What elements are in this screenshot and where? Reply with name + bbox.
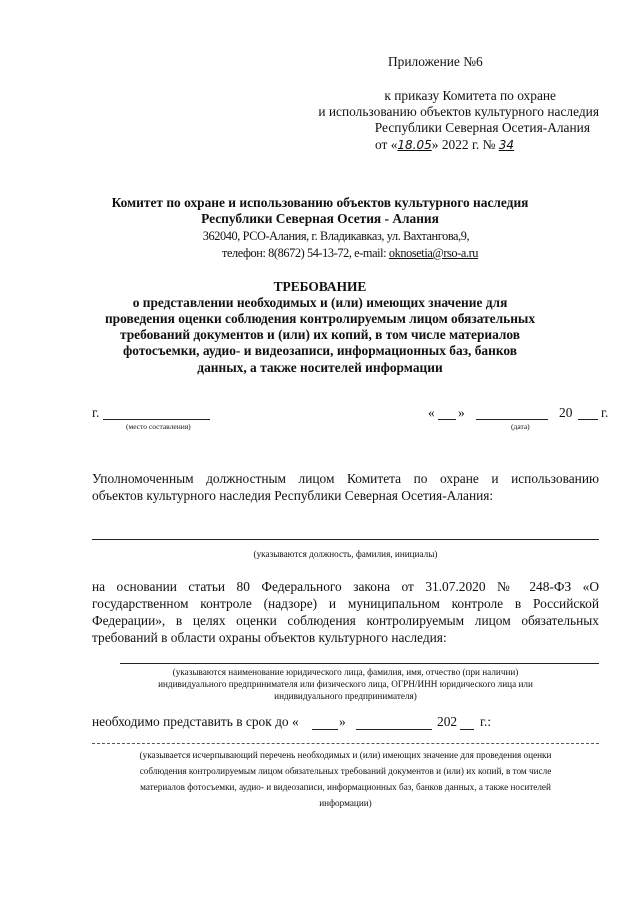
place-field-line[interactable] (103, 419, 210, 420)
document-title: ТРЕБОВАНИЕ (273, 279, 367, 294)
annex-order-line-3: Республики Северная Осетия-Алания (374, 120, 590, 135)
date-year-prefix: 20 (559, 405, 573, 420)
annex-date-handwritten: 18.05 (397, 138, 432, 152)
entity-caption-line-2: индивидуального предпринимателя или физического лица, ОГРН/ИНН юридического лица или (158, 679, 533, 689)
annex-order-number-handwritten: 34 (498, 138, 515, 152)
date-day-field-line[interactable] (438, 419, 456, 420)
annex-date-prefix: от « (375, 137, 398, 152)
annex-date-mid: » 2022 г. № (431, 137, 496, 152)
committee-email-link[interactable]: oknosetia@rso-a.ru (388, 246, 479, 260)
date-open-quote: « (428, 405, 435, 420)
basis-paragraph-line-2: государственном контроле (надзоре) и муниципальном контроле в Российской (92, 596, 599, 611)
deadline-close-quote: » (339, 714, 346, 729)
heading-line-4: фотосъемки, аудио- и видеозаписи, информационных баз, банков (123, 343, 517, 358)
documents-caption-line-3: материалов фотосъемки, аудио- и видеозаписи, информационных баз, банков данных, а также носителей (140, 782, 551, 792)
deadline-month-field-line[interactable] (356, 729, 432, 730)
annex-order-date (375, 137, 519, 154)
entity-field-line[interactable] (120, 663, 599, 664)
date-caption: (дата) (511, 422, 530, 431)
committee-name-line-2: Республики Северная Осетия - Алания (201, 211, 439, 226)
heading-line-3: требований документов и (или) их копий, в том числе материалов (119, 327, 521, 342)
committee-address: 362040, РСО-Алания, г. Владикавказ, ул. Вахтангова,9, (202, 229, 470, 243)
entity-caption-line-1: (указываются наименование юридического лица, фамилия, имя, отчество (при наличии) (172, 667, 519, 677)
committee-phone: телефон: 8(8672) 54-13-72, e-mail: (221, 246, 389, 260)
official-paragraph-line-2: объектов культурного наследия Республики Северная Осетия-Алания: (92, 488, 494, 503)
documents-caption-line-1: (указывается исчерпывающий перечень необходимых и (или) имеющих значение для проведения оценки (139, 750, 552, 760)
entity-caption-line-3: индивидуального предпринимателя) (274, 691, 417, 701)
date-year-field-line[interactable] (578, 419, 598, 420)
place-caption: (место составления) (126, 422, 191, 431)
deadline-year-field-line[interactable] (460, 729, 474, 730)
date-year-suffix: г. (601, 405, 609, 420)
deadline-day-field-line[interactable] (312, 729, 338, 730)
date-month-field-line[interactable] (476, 419, 548, 420)
annex-order-line-2: и использованию объектов культурного наследия (318, 104, 599, 119)
deadline-suffix: г.: (480, 714, 492, 729)
official-field-line[interactable] (92, 539, 599, 540)
documents-caption-line-4: информации) (319, 798, 372, 808)
annex-order-line-1: к приказу Комитета по охране (384, 88, 556, 103)
basis-paragraph-line-4: требований в области охраны объектов культурного наследия: (92, 630, 447, 645)
documents-field-line[interactable] (92, 743, 599, 744)
official-paragraph-line-1: Уполномоченным должностным лицом Комитета по охране и использованию (92, 471, 599, 486)
heading-line-5: данных, а также носителей информации (197, 360, 443, 375)
deadline-prefix: необходимо представить в срок до « (92, 714, 299, 729)
date-close-quote: » (458, 405, 465, 420)
deadline-year-prefix: 202 (437, 714, 458, 729)
documents-caption-line-2: соблюдения контролируемым лицом обязательных требований документов и (или) их копий, в том числе (139, 766, 552, 776)
basis-paragraph-line-3: Федерации», в целях оценки соблюдения контролируемым лицом обязательных (92, 613, 599, 628)
heading-line-2: проведения оценки соблюдения контролируемым лицом обязательных (104, 311, 536, 326)
committee-contacts (150, 246, 550, 261)
heading-line-1: о представлении необходимых и (или) имеющих значение для (132, 295, 508, 310)
official-caption: (указываются должность, фамилия, инициалы) (253, 549, 438, 559)
committee-name-line-1: Комитет по охране и использованию объектов культурного наследия (111, 195, 529, 210)
place-city-prefix: г. (92, 405, 100, 420)
basis-paragraph-line-1: на основании статьи 80 Федерального закона от 31.07.2020 № 248-ФЗ «О (92, 579, 599, 594)
annex-title: Приложение №6 (388, 54, 483, 69)
